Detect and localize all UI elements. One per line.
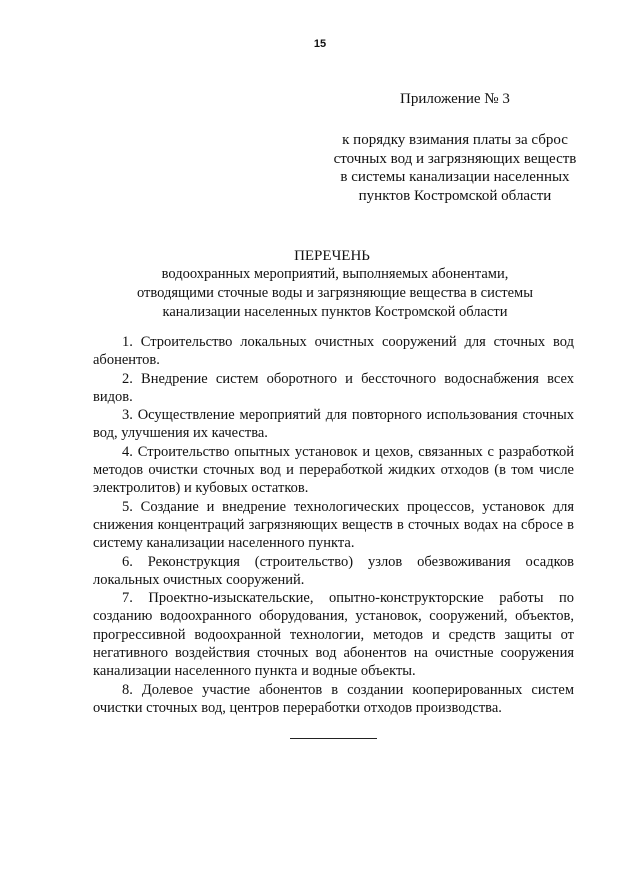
end-divider <box>290 738 377 739</box>
appendix-description: к порядку взимания платы за сброс сточных вод и загрязняющих веществ в системы канализации населенных пунктов Костромской области <box>333 132 577 204</box>
list-item: 1. Строительство локальных очистных сооружений для сточных вод абонентов. <box>93 334 574 369</box>
appendix-title: Приложение № 3 <box>400 91 510 107</box>
document-title: ПЕРЕЧЕНЬ <box>294 248 370 264</box>
list-item: 3. Осуществление мероприятий для повторного использования сточных вод, улучшения их качества. <box>93 407 574 442</box>
page-number: 15 <box>313 38 327 50</box>
list-item: 7. Проектно-изыскательские, опытно-конструкторские работы по созданию водоохранного оборудования, установок, сооружений, объектов, прогрессивной водоохранной технологии, методов и средств защиты от негативного воздействия сточных вод абонентов на очистные сооружения канализации населенного пункта и водные объекты. <box>93 590 574 680</box>
list-item: 2. Внедрение систем оборотного и бессточного водоснабжения всех видов. <box>93 370 574 405</box>
document-subtitle: водоохранных мероприятий, выполняемых абонентами, отводящими сточные воды и загрязняющие вещества в системы канализации населенных пунктов Костромской области <box>137 266 533 320</box>
measures-list <box>93 333 574 717</box>
list-item: 6. Реконструкция (строительство) узлов обезвоживания осадков локальных очистных сооружений. <box>93 553 574 588</box>
list-item: 5. Создание и внедрение технологических процессов, установок для снижения концентраций загрязняющих веществ в сточных водах на сбросе в систему канализации населенного пункта. <box>93 498 574 552</box>
list-item: 4. Строительство опытных установок и цехов, связанных с разработкой методов очистки сточных вод и переработкой жидких отходов (в том числе электролитов) и кубовых остатков. <box>93 443 574 497</box>
list-item: 8. Долевое участие абонентов в создании кооперированных систем очистки сточных вод, центров переработки отходов производства. <box>93 681 574 716</box>
